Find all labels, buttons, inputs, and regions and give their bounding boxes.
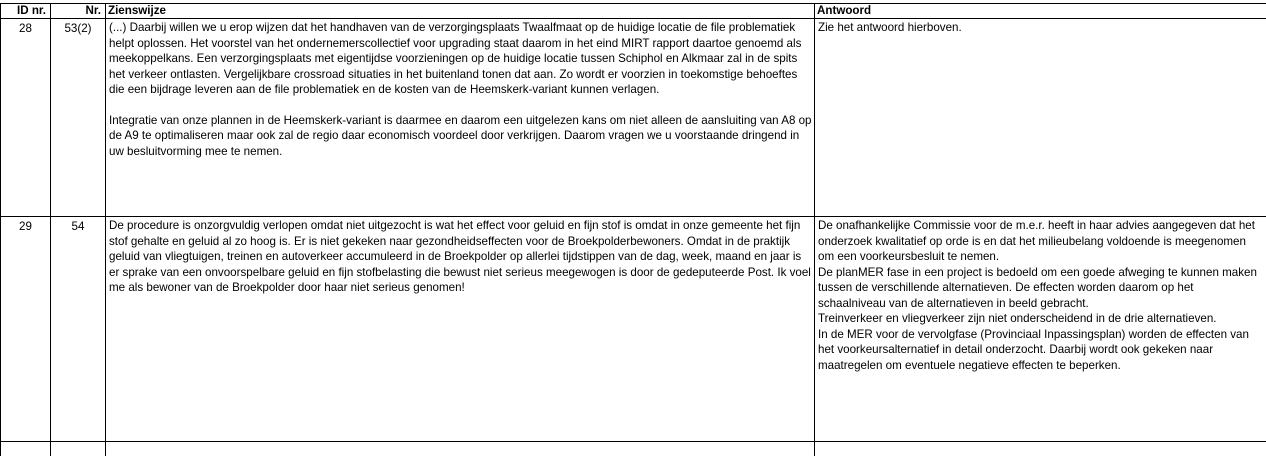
cell-nr: 54 — [51, 217, 106, 442]
antwoord-paragraph: Treinverkeer en vliegverkeer zijn niet onderscheidend in de drie alternatieven. — [818, 311, 1264, 327]
zienswijze-paragraph: De procedure is onzorgvuldig verlopen omdat niet uitgezocht is wat het effect voor geluid en fijn stof is omdat in onze gemeente het fijn stof gehalte en geluid al zo hoog is. Er is niet gekeken naar gezondheidseffecten voor de Broekpolderbewoners. Omdat in de praktijk geluid van vliegtuigen, treinen en autoverkeer accumuleerd in de Broekpolder op allerlei tijdstippen van de dag, week, maand en jaar is er sprake van een onvoorspelbare geluid en fijn stofbelasting die bewust niet serieus meegewogen is door de gedeputeerde Post. Ik voel me als bewoner van de Broekpolder door haar niet serieus genomen! — [109, 218, 812, 296]
antwoord-paragraph: De planMER fase in een project is bedoeld om een goede afweging te kunnen maken tussen de verschillende alternatieven. De effecten worden daarom op het schaalniveau van de alternatieven in beeld gebracht. — [818, 265, 1264, 312]
antwoord-paragraph: Zie het antwoord hierboven. — [818, 20, 1264, 36]
cell-antwoord — [815, 19, 1266, 217]
antwoord-paragraph: De onafhankelijke Commissie voor de m.e.r. heeft in haar advies aangegeven dat het onderzoek kwalitatief op orde is en dat het milieubelang voldoende is meegenomen om een voorkeursbesluit te nemen. — [818, 218, 1264, 265]
zienswijze-paragraph: (...) Daarbij willen we u erop wijzen dat het handhaven van de verzorgingsplaats Twaalfmaat op de huidige locatie de file problematiek helpt oplossen. Het voorstel van het ondernemerscollectief voor upgrading staat daarom in het eind MIRT rapport daartoe genoemd als meekoppelkans. Een verzorgingsplaats met eigentijdse voorzieningen op de huidige locatie tussen Schiphol en Alkmaar zal in de spits het verkeer ontlasten. Vergelijkbare crossroad situaties in het buitenland tonen dat aan. Zo wordt er voorzien in toekomstige behoeftes die een bijdrage leveren aan de file problematiek en de kosten van de Heemskerk-variant kunnen verlagen. — [109, 20, 812, 98]
table-row — [1, 19, 1266, 217]
header-zienswijze: Zienswijze — [106, 4, 815, 19]
cell-empty — [1, 442, 51, 456]
cell-zienswijze — [106, 217, 815, 442]
table-row-empty — [1, 442, 1266, 456]
cell-empty — [51, 442, 106, 456]
cell-empty — [106, 442, 815, 456]
cell-nr: 53(2) — [51, 19, 106, 217]
cell-id: 28 — [1, 19, 51, 217]
zienswijze-paragraph: Integratie van onze plannen in de Heemskerk-variant is daarmee en daarom een uitgelezen kans om niet alleen de aansluiting van A8 op de A9 te optimaliseren maar ook zal de regio daar economisch voordeel door verkrijgen. Daarom vragen we u voorstaande dringend in uw besluitvorming mee te nemen. — [109, 113, 812, 160]
header-antwoord: Antwoord — [815, 4, 1266, 19]
antwoord-paragraph: In de MER voor de vervolgfase (Provinciaal Inpassingsplan) worden de effecten van het voorkeursalternatief in detail onderzocht. Daarbij wordt ook gekeken naar maatregelen om eventuele negatieve effecten te beperken. — [818, 327, 1264, 374]
header-id: ID nr. — [1, 4, 51, 19]
header-row — [1, 4, 1266, 19]
cell-zienswijze — [106, 19, 815, 217]
table-row — [1, 217, 1266, 442]
cell-id: 29 — [1, 217, 51, 442]
header-nr: Nr. — [51, 4, 106, 19]
cell-empty — [815, 442, 1266, 456]
zienswijzen-table — [0, 3, 1266, 456]
cell-antwoord — [815, 217, 1266, 442]
